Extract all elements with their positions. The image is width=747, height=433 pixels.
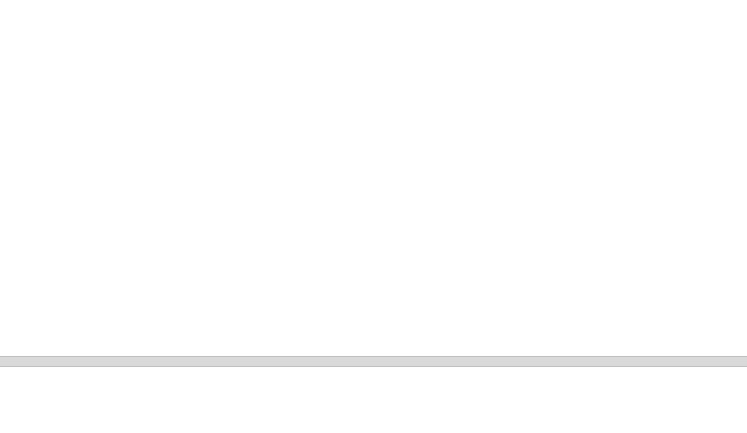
page-break-divider (0, 356, 747, 367)
page-gap (0, 321, 747, 356)
